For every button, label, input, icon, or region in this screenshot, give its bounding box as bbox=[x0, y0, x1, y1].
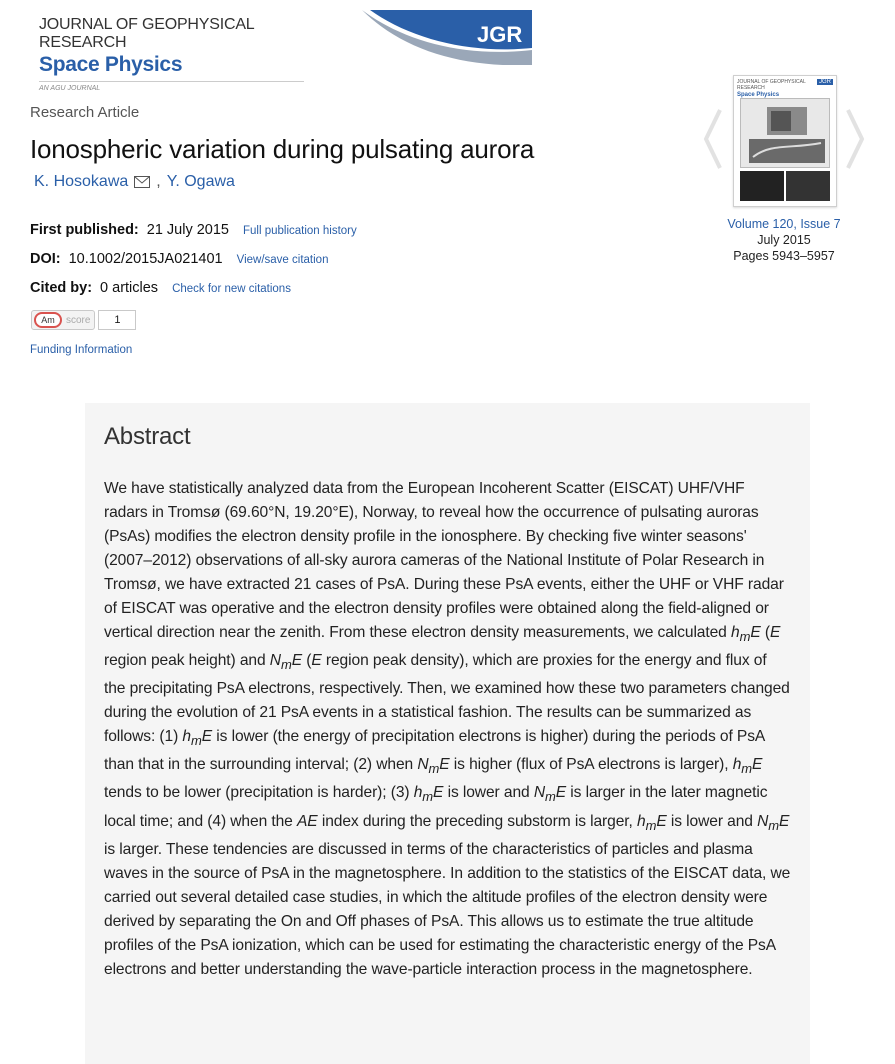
altmetric-badge[interactable] bbox=[31, 310, 136, 330]
cover-section: Space Physics bbox=[737, 92, 780, 98]
issue-cover[interactable] bbox=[733, 75, 837, 207]
abstract-text: We have statistically analyzed data from the European Incoherent Scatter (EISCAT) UHF/VHF radars in Tromsø (69.60°N, 19.20°E), Norway, to reveal how the occurrence of pulsating auroras (PsAs) modifies the electron density profile in the ionosphere. By checking five winter seasons' (2007–2012) observations of all-sky aurora cameras of the National Institute of Polar Research in Tromsø, we have extracted 21 cases of PsA. During these PsA events, either the UHF or VHF radar of EISCAT was operative and the electron density profiles were obtained along the field-aligned or vertical direction near the zenith. From these electron density measurements, we calculated $h_mE$ (E region peak height) and $N_mE$ (E region peak density), which are proxies for the energy and flux of the precipitating PsA electrons, respectively. Then, we examined how these two parameters changed during the evolution of 21 PsA events in a statistical fashion. The results can be summarized as follows: (1) $h_mE$ is lower (the energy of precipitation electrons is higher) during the periods of PsA than that in the surrounding interval; (2) when $N_mE$ is higher (flux of PsA electrons is larger), $h_mE$ tends to be lower (precipitation is harder); (3) $h_mE$ is lower and $N_mE$ is larger in the later magnetic local time; and (4) when the AE index during the preceding substorm is larger, $h_mE$ is lower and $N_mE$ is larger. These tendencies are discussed in terms of the characteristics of particles and plasma waves in the source of PsA in the magnetosphere. In addition to the statistics of the EISCAT data, we carried out several detailed case studies, in which the altitude profiles of the electron density were derived by separating the On and Off phases of PsA. This allows us to estimate the true altitude profiles of the PsA ionization, which can be used for estimating the characteristic energy of the PsA electrons and better understanding the wave-particle interaction process in the magnetosphere. bbox=[104, 480, 791, 978]
author-link[interactable]: K. Hosokawa bbox=[34, 173, 129, 190]
issue-date: July 2015 bbox=[757, 233, 811, 247]
abstract-heading: Abstract bbox=[104, 423, 191, 450]
cited-by-value: 0 articles bbox=[100, 280, 159, 296]
doi-label: DOI: bbox=[30, 251, 61, 267]
altmetric-logo: Am bbox=[34, 312, 62, 328]
article-title: Ionospheric variation during pulsating aurora bbox=[30, 134, 535, 164]
cover-badge: JGR bbox=[819, 79, 831, 85]
abstract-section bbox=[85, 403, 810, 1064]
altmetric-score-label: score bbox=[66, 314, 91, 326]
article-type: Research Article bbox=[30, 104, 140, 121]
altmetric-score-value: 1 bbox=[98, 310, 136, 330]
view-citation-link[interactable]: View/save citation bbox=[236, 254, 329, 266]
journal-section: Space Physics bbox=[39, 53, 183, 76]
jgr-logo[interactable] bbox=[362, 10, 532, 65]
first-published-label: First published: bbox=[30, 222, 139, 238]
author-separator: , bbox=[156, 173, 161, 190]
jgr-badge-text: JGR bbox=[477, 22, 523, 47]
first-published-date: 21 July 2015 bbox=[146, 222, 229, 238]
doi-row bbox=[30, 251, 328, 267]
journal-logo[interactable] bbox=[39, 16, 304, 94]
doi-value[interactable]: 10.1002/2015JA021401 bbox=[68, 251, 223, 267]
issue-volume-link[interactable]: Volume 120, Issue 7 bbox=[727, 217, 841, 231]
author-link[interactable]: Y. Ogawa bbox=[166, 173, 235, 190]
first-published-row bbox=[30, 222, 357, 238]
issue-info bbox=[700, 216, 868, 264]
cited-by-row bbox=[30, 280, 291, 296]
cover-journal-name: JOURNAL OF GEOPHYSICAL RESEARCH bbox=[737, 79, 806, 91]
funding-information-link[interactable]: Funding Information bbox=[30, 344, 133, 356]
cover-aurora-image bbox=[786, 171, 830, 201]
chevron-right-icon[interactable] bbox=[845, 108, 865, 170]
journal-tagline: AN AGU JOURNAL bbox=[39, 81, 304, 94]
author-list bbox=[34, 173, 235, 191]
publication-history-link[interactable]: Full publication history bbox=[242, 225, 357, 237]
issue-pages: Pages 5943–5957 bbox=[733, 249, 835, 263]
cited-by-label: Cited by: bbox=[30, 280, 93, 296]
journal-name: JOURNAL OF GEOPHYSICAL RESEARCH bbox=[39, 16, 254, 51]
check-citations-link[interactable]: Check for new citations bbox=[172, 283, 291, 295]
cover-figure-image bbox=[740, 98, 830, 168]
altmetric-logo-box bbox=[31, 310, 95, 330]
cover-aurora-image bbox=[740, 171, 784, 201]
mail-icon[interactable] bbox=[134, 176, 150, 188]
chevron-left-icon[interactable] bbox=[703, 108, 723, 170]
